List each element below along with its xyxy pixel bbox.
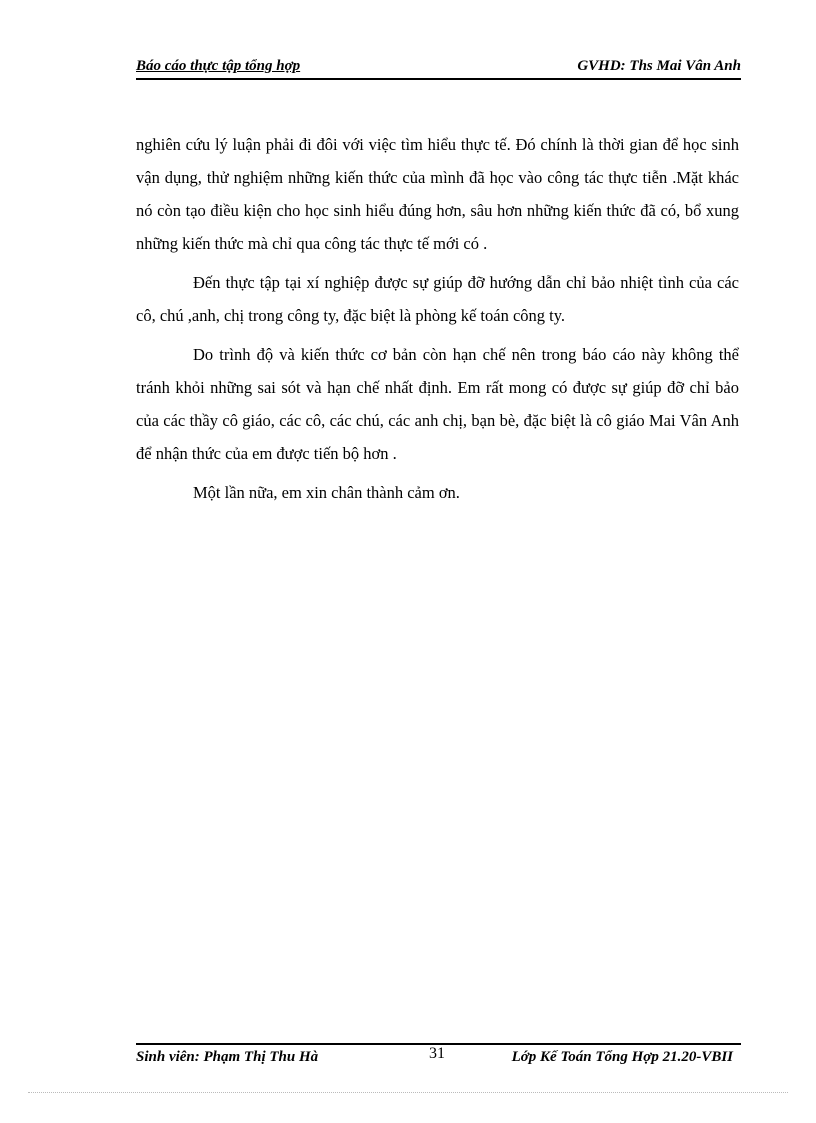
page-footer	[136, 1043, 741, 1069]
paragraph-limitations: Do trình độ và kiến thức cơ bản còn hạn chế nên trong báo cáo này không thể tránh khỏi những sai sót và hạn chế nhất định. Em rất mong có được sự giúp đỡ chỉ bảo của các thầy cô giáo, các cô, các chú, các anh chị, bạn bè, đặc biệt là cô giáo Mai Vân Anh để nhận thức của em được tiến bộ hơn .	[136, 345, 739, 463]
page-header	[136, 56, 741, 80]
footer-class-name: Lớp Kế Toán Tổng Hợp 21.20-VBII	[511, 1049, 733, 1065]
footer-student-name: Sinh viên: Phạm Thị Thu Hà	[136, 1049, 319, 1065]
page-bottom-divider	[28, 1092, 788, 1093]
header-supervisor: GVHD: Ths Mai Vân Anh	[577, 58, 741, 74]
footer-page-number: 31	[429, 1045, 445, 1062]
paragraph-internship: Đến thực tập tại xí nghiệp được sự giúp đỡ hướng dẫn chỉ bảo nhiệt tình của các cô, chú ,anh, chị trong công ty, đặc biệt là phòng kế toán công ty.	[136, 273, 739, 325]
paragraph-continuation: nghiên cứu lý luận phải đi đôi với việc tìm hiểu thực tế. Đó chính là thời gian để học sinh vận dụng, thử nghiệm những kiến thức của mình đã học vào công tác thực tiễn .Mặt khác nó còn tạo điều kiện cho học sinh hiểu đúng hơn, sâu hơn những kiến thức đã có, bổ xung những kiến thức mà chỉ qua công tác thực tế mới có .	[136, 135, 739, 253]
document-body	[136, 128, 739, 515]
paragraph-thanks: Một lần nữa, em xin chân thành cảm ơn.	[193, 483, 460, 502]
header-report-title: Báo cáo thực tập tổng hợp	[136, 58, 301, 74]
